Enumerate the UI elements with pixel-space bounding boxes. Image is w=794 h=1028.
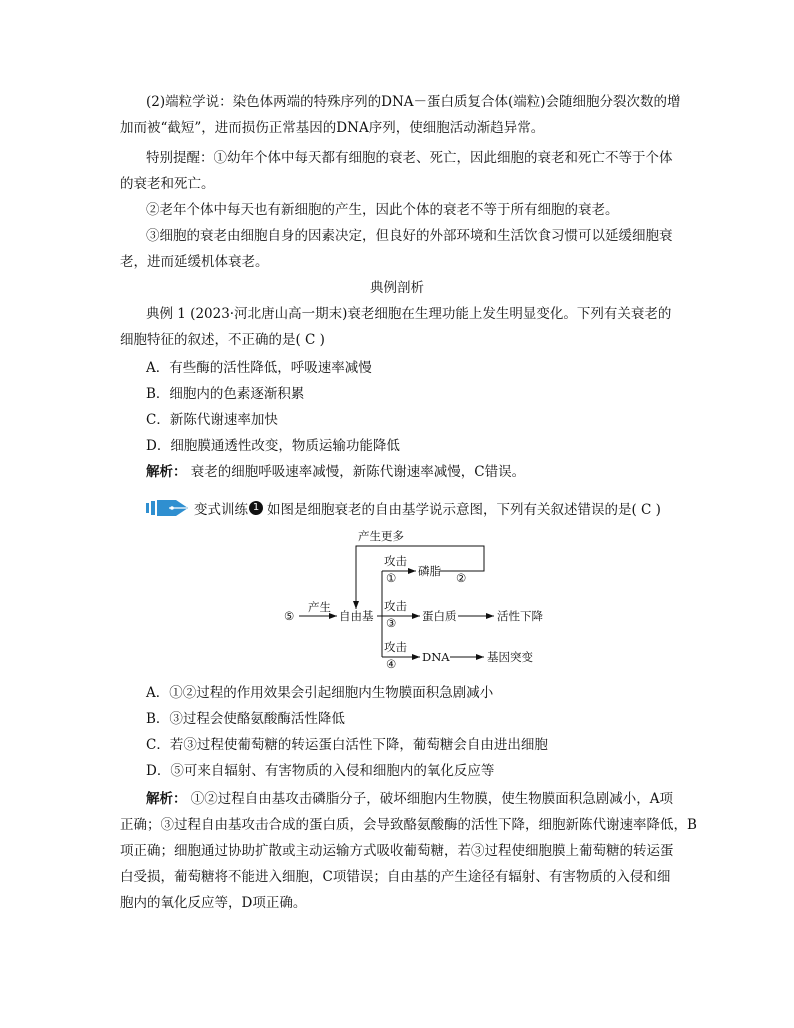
example1-option-d: D．细胞膜通透性改变，物质运输功能降低 [146, 438, 400, 454]
variant-analysis-line-2: 正确；③过程自由基攻击合成的蛋白质，会导致酪氨酸酶的活性下降，细胞新陈代谢速率降低，B [120, 817, 697, 833]
variant-analysis-line-4: 白受损，葡萄糖将不能进入细胞，C项错误；自由基的产生途径有辐射、有害物质的入侵和细 [120, 869, 671, 885]
variant-option-d: D．⑤可来自辐射、有害物质的入侵和细胞内的氧化反应等 [146, 763, 495, 779]
example1-stem-line-1: 典例 1 (2023·河北唐山高一期末)衰老细胞在生理功能上发生明显变化。下列有关衰老的 [146, 306, 672, 322]
circle-2-label: ② [456, 571, 467, 585]
variant-label: 变式训练 [194, 502, 248, 518]
example1-analysis [146, 462, 706, 482]
variant-number-badge: 1 [249, 501, 263, 515]
tip-line-3: ②老年个体中每天也有新细胞的产生，因此个体的衰老不等于所有细胞的衰老。 [146, 202, 619, 218]
attack-label-3: 攻击 [384, 599, 407, 613]
variant-option-a: A．①②过程的作用效果会引起细胞内生物膜面积急剧减小 [146, 685, 494, 701]
dna-node: DNA [422, 650, 450, 664]
tip-line-1: 特别提醒：①幼年个体中每天都有细胞的衰老、死亡，因此细胞的衰老和死亡不等于个体 [146, 150, 673, 166]
analysis-text: 衰老的细胞呼吸速率减慢，新陈代谢速率减慢，C错误。 [186, 464, 526, 480]
variant-option-c: C．若③过程使葡萄糖的转运蛋白活性下降，葡萄糖会自由进出细胞 [146, 737, 548, 753]
variant-option-b: B．③过程会使酪氨酸酶活性降低 [146, 711, 345, 727]
section-title: 典例剖析 [370, 280, 424, 296]
circle-1-label: ① [386, 571, 397, 585]
phospholipid-node: 磷脂 [418, 564, 441, 578]
variant-analysis-line-3: 项正确；细胞通过协助扩散或主动运输方式吸收葡萄糖，若③过程使细胞膜上葡萄糖的转运蛋 [120, 843, 674, 859]
tip-line-5: 老，进而延缓机体衰老。 [120, 254, 269, 270]
free-radical-diagram [270, 527, 550, 672]
tip-line-4: ③细胞的衰老由细胞自身的因素决定，但良好的外部环境和生活饮食习惯可以延缓细胞衰 [146, 228, 673, 244]
circle-3-label: ③ [386, 616, 397, 630]
attack-label-1: 攻击 [384, 554, 407, 568]
telomere-paragraph-line-2: 加而被“截短”，进而损伤正常基因的DNA序列，使细胞活动渐趋异常。 [120, 120, 545, 136]
circle-4-label: ④ [386, 657, 397, 671]
free-radical-node: 自由基 [339, 609, 374, 623]
produce-more-label: 产生更多 [358, 529, 404, 543]
example1-option-b: B．细胞内的色素逐渐积累 [146, 386, 305, 402]
activity-decrease-node: 活性下降 [497, 609, 543, 623]
variant-analysis-line-5: 胞内的氧化反应等，D项正确。 [120, 895, 307, 911]
analysis-label: 解析： [146, 464, 187, 480]
pen-nib-icon [146, 497, 190, 519]
example1-stem-line-2: 细胞特征的叙述，不正确的是( C ) [120, 332, 325, 348]
tip-line-2: 的衰老和死亡。 [120, 176, 215, 192]
example1-option-c: C．新陈代谢速率加快 [146, 412, 278, 428]
analysis-label: 解析： [146, 791, 187, 807]
variant-stem: 如图是细胞衰老的自由基学说示意图，下列有关叙述错误的是( C ) [267, 502, 661, 518]
analysis-text: ①②过程自由基攻击磷脂分子，破坏细胞内生物膜，使生物膜面积急剧减小，A项 [186, 791, 674, 807]
variant-analysis-line-1 [146, 789, 706, 809]
telomere-paragraph-line-1: (2)端粒学说：染色体两端的特殊序列的DNA－蛋白质复合体(端粒)会随细胞分裂次数的增 [146, 94, 681, 110]
produce-label: 产生 [308, 600, 331, 614]
circle-5-label: ⑤ [284, 609, 295, 623]
variant-header [146, 496, 661, 520]
example1-option-a: A．有些酶的活性降低，呼吸速率减慢 [146, 360, 372, 376]
protein-node: 蛋白质 [422, 609, 457, 623]
attack-label-4: 攻击 [384, 640, 407, 654]
gene-mutation-node: 基因突变 [487, 650, 533, 664]
